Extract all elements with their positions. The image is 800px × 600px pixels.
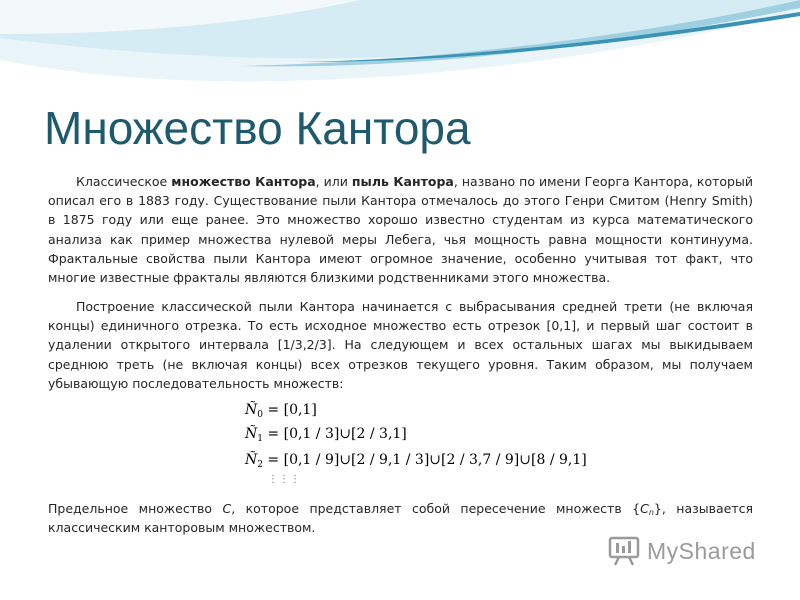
paragraph-limit-set: Предельное множество C, которое представляет собой пересечение множеств $\{C_n\}$, называется классическим канторовым множеством.: [48, 501, 754, 536]
formula-index: 0: [257, 410, 263, 420]
formula-expression: = [0,1 / 3]∪[2 / 3,1]: [262, 426, 407, 442]
formula-index: 2: [257, 460, 263, 470]
formula-expression: = [0,1]: [262, 402, 317, 418]
formula-symbol: Ñ: [245, 426, 258, 442]
header-wave-decoration: [0, 0, 800, 110]
watermark-text: MyShared: [647, 537, 756, 564]
formula-n0: [245, 400, 317, 420]
formula-expression: = [0,1 / 9]∪[2 / 9,1 / 3]∪[2 / 3,7 / 9]∪[8 / 9,1]: [262, 452, 587, 468]
paragraph-construction: Построение классической пыли Кантора начинается с выбрасывания средней трети (не включая концы) единичного отрезка. То есть исходное множество есть отрезок [0,1], и первый шаг состоит в удалении открытого интервала [1/3,2/3]. На следующем и всех остальных шагах мы выкидываем среднюю треть (не включая концы) всех отрезков текущего уровня. Таким образом, мы получаем убывающую последовательность множеств:: [48, 299, 753, 391]
formula-ellipsis: ⋮⋮⋮: [268, 474, 301, 485]
myshared-watermark: [607, 535, 756, 567]
presentation-board-icon: [607, 535, 641, 567]
formula-symbol: Ñ: [245, 452, 258, 468]
slide-title: Множество Кантора: [44, 102, 471, 154]
formula-index: 1: [257, 434, 263, 444]
formula-symbol: Ñ: [245, 402, 258, 418]
formula-n2: [245, 450, 587, 470]
paragraph-intro: Классическое множество Кантора, или пыль Кантора, названо по имени Георга Кантора, который описал его в 1883 году. Существование пыли Кантора отмечалось до этого Генри Смитом (Henry Smith) в 1875 году или еще ранее. Это множество хорошо известно студентам из курса математического анализа как пример множества нулевой меры Лебега, чья мощность равна мощности континуума. Фрактальные свойства пыли Кантора имеют огромное значение, особенно учитывая тот факт, что многие известные фракталы являются близкими родственниками этого множества.: [48, 174, 753, 286]
formula-n1: [245, 424, 407, 444]
